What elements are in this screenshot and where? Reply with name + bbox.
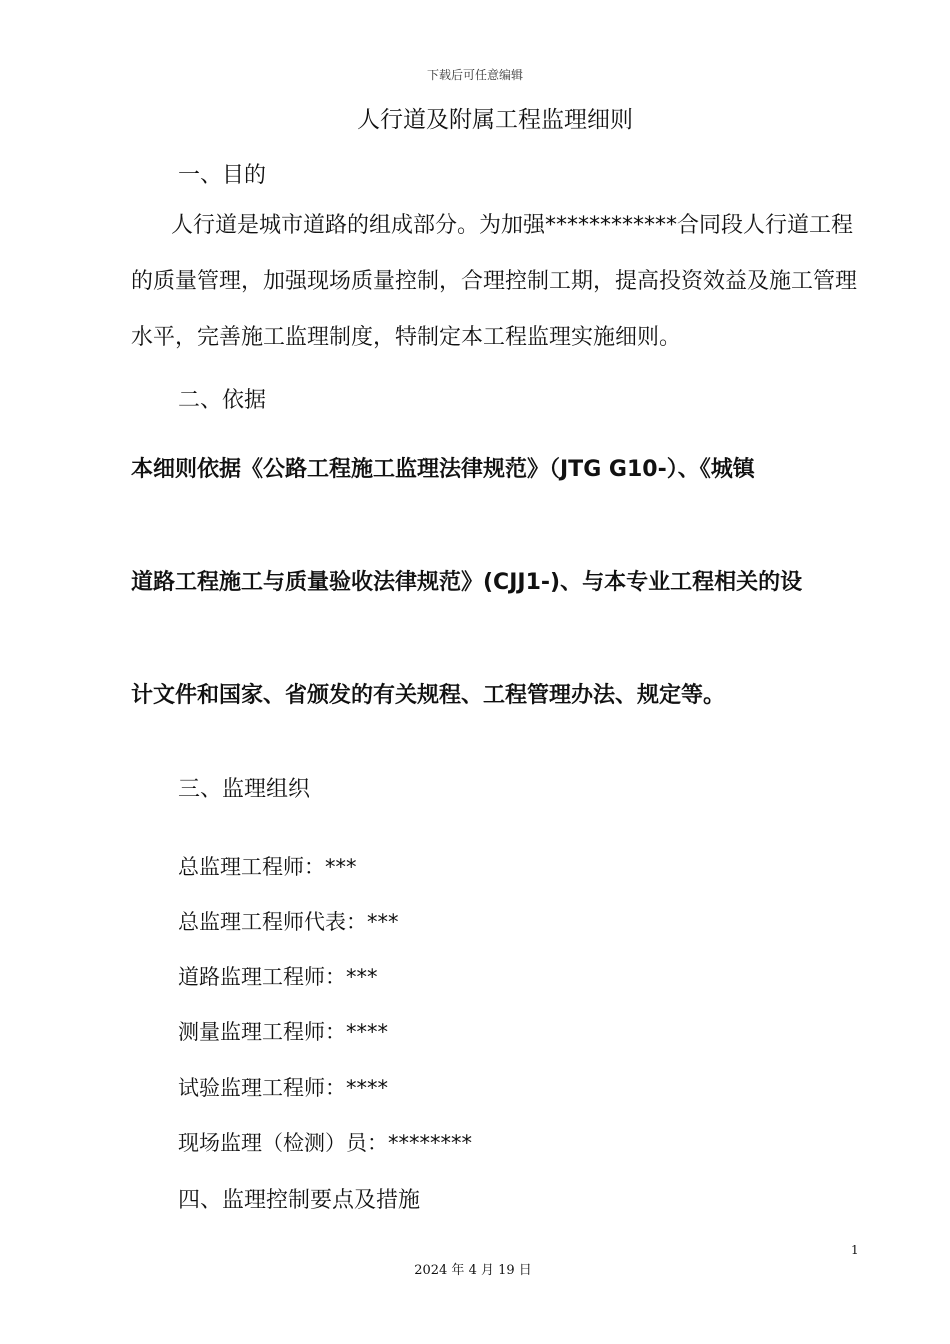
document-title: 人行道及附属工程监理细则 <box>357 107 633 133</box>
staff-road-engineer: 道路监理工程师：*** <box>178 965 378 989</box>
basis-line-1: 本细则依据《公路工程施工监理法律规范》（JTG G10-）、《城镇 <box>131 457 755 482</box>
section-heading-control-points: 四、监理控制要点及措施 <box>178 1188 421 1213</box>
section-heading-purpose: 一、目的 <box>178 163 267 188</box>
page-number: 1 <box>851 1243 859 1257</box>
header-note: 下载后可任意编辑 <box>426 68 523 82</box>
basis-line-2: 道路工程施工与质量验收法律规范》(CJJ1-)、与本专业工程相关的设 <box>131 570 803 595</box>
footer-date: 2024 年 4 月 19 日 <box>414 1263 532 1278</box>
staff-test-engineer: 试验监理工程师：**** <box>178 1076 388 1100</box>
purpose-paragraph <box>131 198 861 366</box>
section-heading-organization: 三、监理组织 <box>178 777 311 802</box>
staff-survey-engineer: 测量监理工程师：**** <box>178 1020 388 1044</box>
purpose-paragraph-text: 人行道是城市道路的组成部分。为加强************合同段人行道工程的质量管理，加强现场质量控制，合理控制工期，提高投资效益及施工管理水平，完善施工监理制度，特制定本工程监理实施细则。 <box>131 213 858 350</box>
staff-chief-engineer: 总监理工程师：*** <box>178 855 357 879</box>
staff-field-inspector: 现场监理（检测）员：******** <box>178 1131 472 1155</box>
section-heading-basis: 二、依据 <box>178 388 267 413</box>
basis-line-3: 计文件和国家、省颁发的有关规程、工程管理办法、规定等。 <box>131 683 726 708</box>
staff-chief-representative: 总监理工程师代表：*** <box>178 910 399 934</box>
